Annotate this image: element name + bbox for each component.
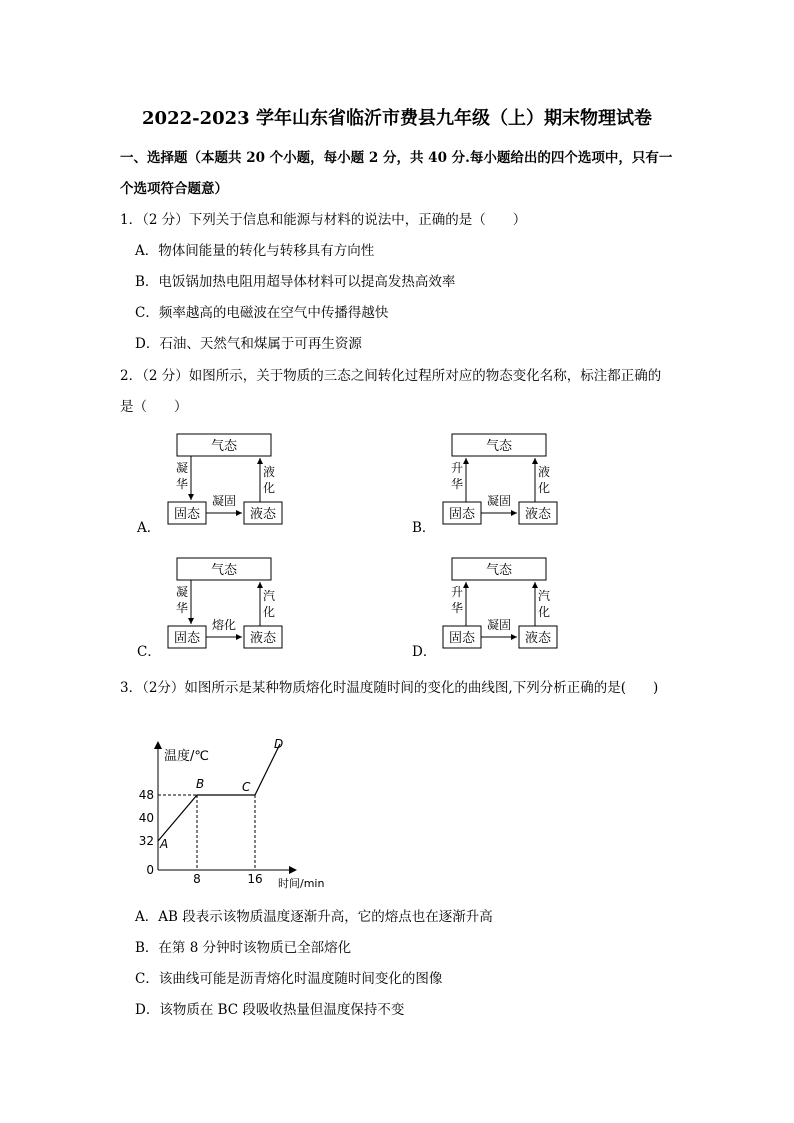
right-char-1: 液	[537, 465, 551, 479]
right-char-2: 化	[537, 481, 551, 495]
x-axis-label: 时间/min	[278, 877, 325, 890]
diagram-b-letter: B．	[412, 520, 436, 536]
solid-label: 固态	[448, 507, 476, 522]
state-diagram-b	[435, 428, 565, 528]
state-diagram-a	[160, 428, 290, 528]
x-tick-8: 8	[193, 872, 201, 886]
left-char-1: 升	[450, 585, 464, 599]
q3-stem: 3．（2分）如图所示是某种物质熔化时温度随时间的变化的曲线图,下列分析正确的是( )	[120, 680, 659, 696]
q1-option-c: C．频率越高的电磁波在空气中传播得越快	[135, 305, 389, 321]
right-char-1: 液	[262, 465, 276, 479]
q1-option-d: D．石油、天然气和煤属于可再生资源	[135, 336, 362, 352]
solid-label: 固态	[173, 631, 201, 646]
x-tick-16: 16	[247, 872, 263, 886]
y-tick-48: 48	[138, 788, 154, 802]
y-tick-0: 0	[146, 863, 154, 877]
point-label-c: C	[242, 780, 251, 794]
q1-stem: 1．（2 分）下列关于信息和能源与材料的说法中，正确的是（ ）	[120, 212, 527, 228]
right-char-1: 汽	[262, 589, 276, 603]
bottom-label: 凝固	[486, 618, 512, 632]
left-char-1: 升	[450, 461, 464, 475]
diagram-a-letter: A．	[137, 520, 161, 536]
y-tick-32: 32	[138, 834, 154, 848]
y-tick-40: 40	[138, 811, 154, 825]
gas-label: 气态	[485, 439, 513, 454]
state-diagram-d	[435, 552, 565, 652]
liquid-label: 液态	[249, 507, 277, 522]
solid-label: 固态	[448, 631, 476, 646]
q3-option-b: B．在第 8 分钟时该物质已全部熔化	[135, 940, 352, 956]
q3-option-a: A．AB 段表示该物质温度逐渐升高，它的熔点也在逐渐升高	[135, 909, 493, 925]
state-diagram-c	[160, 552, 290, 652]
section-heading-line2: 个选项符合题意）	[120, 181, 228, 197]
page-title: 2022-2023 学年山东省临沂市费县九年级（上）期末物理试卷	[142, 108, 652, 129]
right-char-1: 汽	[537, 589, 551, 603]
bottom-label: 凝固	[211, 494, 237, 508]
solid-label: 固态	[173, 507, 201, 522]
q3-option-d: D．该物质在 BC 段吸收热量但温度保持不变	[135, 1002, 405, 1018]
bottom-label: 凝固	[486, 494, 512, 508]
right-char-2: 化	[262, 605, 276, 619]
bottom-label: 熔化	[211, 618, 237, 632]
gas-label: 气态	[210, 439, 238, 454]
left-char-2: 华	[450, 601, 464, 615]
point-label-a: A	[160, 837, 169, 851]
left-char-1: 凝	[175, 461, 189, 475]
left-char-1: 凝	[175, 585, 189, 599]
q3-option-c: C．该曲线可能是沥青熔化时温度随时间变化的图像	[135, 971, 443, 987]
q1-option-a: A．物体间能量的转化与转移具有方向性	[135, 243, 375, 259]
q2-stem-line1: 2．（2 分）如图所示，关于物质的三态之间转化过程所对应的物态变化名称，标注都正确的	[120, 368, 662, 384]
q1-option-b: B．电饭锅加热电阻用超导体材料可以提高发热高效率	[135, 274, 456, 290]
gas-label: 气态	[485, 563, 513, 578]
y-axis-label: 温度/℃	[164, 749, 209, 764]
point-label-b: B	[196, 777, 205, 791]
gas-label: 气态	[210, 563, 238, 578]
liquid-label: 液态	[524, 631, 552, 646]
q2-stem-line2: 是（ ）	[120, 399, 188, 415]
liquid-label: 液态	[249, 631, 277, 646]
diagram-c-letter: C．	[137, 644, 161, 660]
liquid-label: 液态	[524, 507, 552, 522]
left-char-2: 华	[450, 477, 464, 491]
diagram-d-letter: D．	[412, 644, 437, 660]
section-heading-line1: 一、选择题（本题共 20 个小题，每小题 2 分，共 40 分.每小题给出的四个选项中，只有一	[120, 150, 673, 166]
right-char-2: 化	[262, 481, 276, 495]
left-char-2: 华	[175, 477, 189, 491]
left-char-2: 华	[175, 601, 189, 615]
temperature-time-chart	[130, 730, 350, 895]
right-char-2: 化	[537, 605, 551, 619]
point-label-d: D	[274, 737, 284, 751]
